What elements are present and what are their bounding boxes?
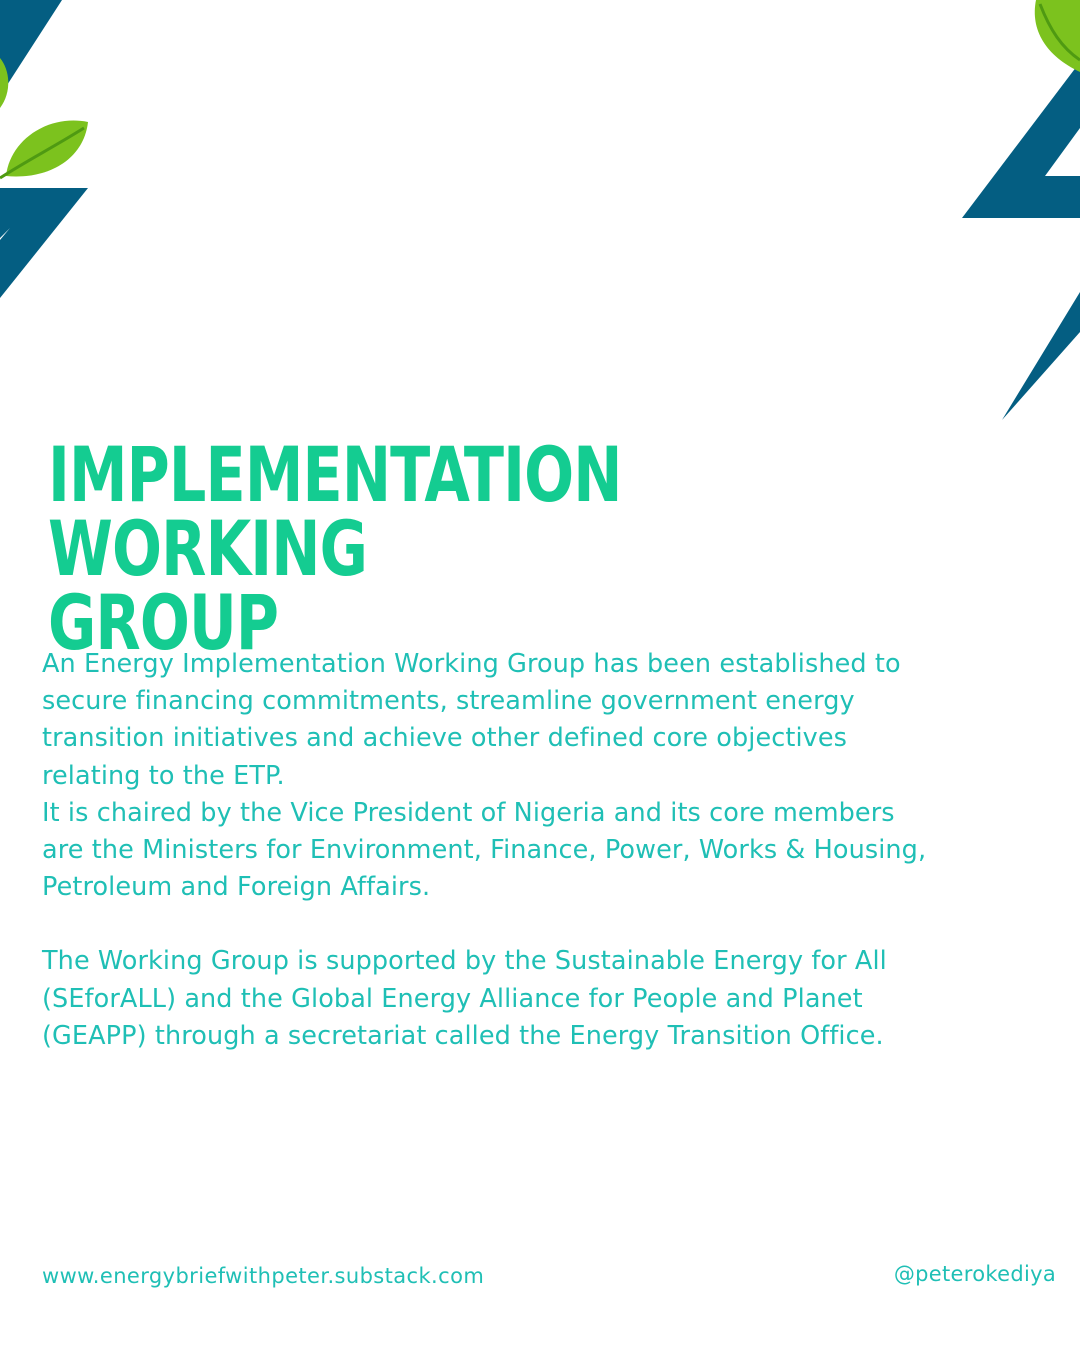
left-leaf-icon <box>0 58 88 178</box>
body-paragraph-1: An Energy Implementation Working Group has been established to secure financing commitments, streamline government energy transition initiatives and achieve other defined core objectives relating to the ETP. <box>42 649 901 791</box>
right-bolt-tail <box>1002 292 1080 420</box>
body-paragraph-3: The Working Group is supported by the Sustainable Energy for All (SEforALL) and the Global Energy Alliance for People and Planet (GEAPP) through a secretariat called the Energy Transition Office. <box>42 946 887 1051</box>
social-handle[interactable]: @peterokediya <box>893 1262 1056 1286</box>
left-bolt-top-segment <box>0 0 62 96</box>
body-paragraph-2: It is chaired by the Vice President of Nigeria and its core members are the Ministers for Environment, Finance, Power, Works & Housing, Petroleum and Foreign Affairs. <box>42 797 927 903</box>
title-line-2: GROUP <box>48 578 279 667</box>
paragraph-spacer <box>42 906 1022 943</box>
body-text <box>42 646 1022 1055</box>
website-link[interactable]: www.energybriefwithpeter.substack.com <box>42 1264 485 1288</box>
right-leaf-icon <box>1035 0 1080 72</box>
right-bolt-top-segment <box>962 62 1080 218</box>
left-bolt-bottom-segment <box>0 188 88 298</box>
title-line-1: IMPLEMENTATION WORKING <box>48 430 622 593</box>
page-title <box>48 430 874 667</box>
right-lightning-bolt-icon <box>962 62 1080 420</box>
